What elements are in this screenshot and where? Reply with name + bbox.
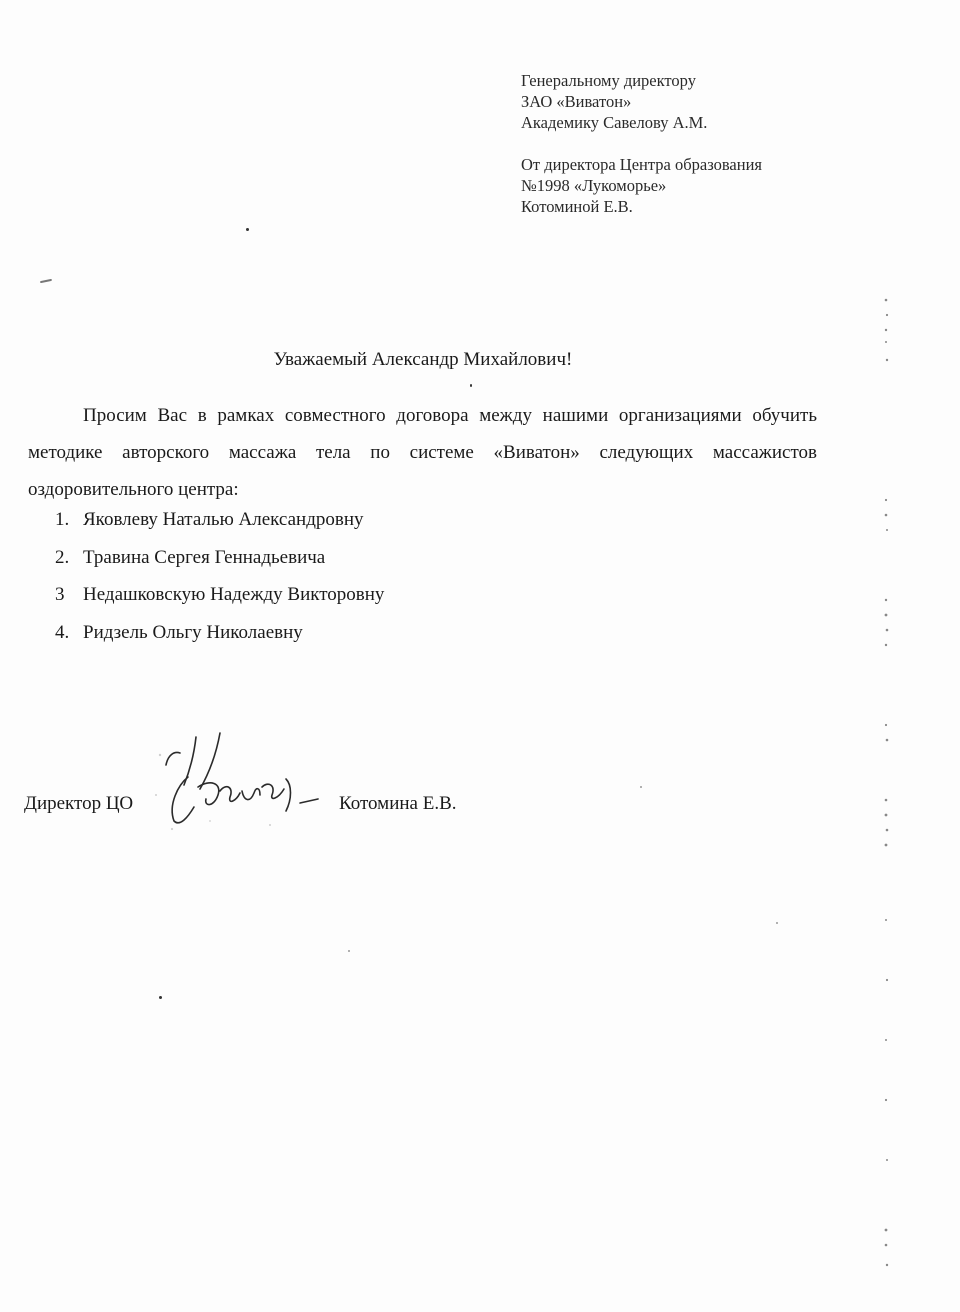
addressee-line-1: Генеральному директору bbox=[521, 71, 696, 90]
trainee-list bbox=[55, 505, 384, 655]
list-item-number: 1. bbox=[55, 509, 70, 530]
handwritten-signature bbox=[150, 725, 330, 835]
sender-line-3: Котоминой Е.В. bbox=[521, 197, 633, 216]
letter-greeting: Уважаемый Александр Михайлович! bbox=[273, 349, 573, 370]
list-item-text: Недашковскую Надежду Викторовну bbox=[83, 584, 385, 605]
scan-speck bbox=[640, 786, 642, 788]
scan-edge-marks bbox=[876, 280, 896, 1300]
scan-speck bbox=[159, 996, 162, 999]
list-item-text: Травина Сергея Геннадьевича bbox=[83, 546, 326, 568]
sender-line-1: От директора Центра образования bbox=[521, 155, 763, 174]
list-item-number: 2. bbox=[55, 546, 70, 568]
letter-body: Просим Вас в рамках совместного договора между нашими организациями обучить методике авторского массажа тела по системе «Виватон» следующих массажистов оздоровительного центра: bbox=[28, 405, 817, 500]
list-item bbox=[55, 543, 384, 581]
list-item bbox=[55, 618, 384, 656]
list-item-number: 3 bbox=[55, 584, 65, 605]
addressee-gap bbox=[521, 133, 762, 154]
list-item bbox=[55, 580, 384, 618]
signatory-name: Котомина Е.В. bbox=[339, 793, 457, 814]
addressee-block bbox=[521, 70, 762, 217]
signatory-title: Директор ЦО bbox=[24, 793, 134, 814]
scan-speck bbox=[776, 922, 778, 924]
sender-line-2: №1998 «Лукоморье» bbox=[521, 176, 667, 195]
scan-speck bbox=[470, 384, 472, 387]
addressee-line-3: Академику Савелову А.М. bbox=[521, 113, 708, 132]
list-item bbox=[55, 505, 384, 543]
list-item-number: 4. bbox=[55, 621, 70, 643]
list-item-text: Ридзель Ольгу Николаевну bbox=[83, 621, 303, 643]
scan-speck bbox=[246, 228, 249, 231]
scan-speck bbox=[40, 279, 52, 283]
list-item-text: Яковлеву Наталью Александровну bbox=[83, 509, 364, 530]
addressee-line-2: ЗАО «Виватон» bbox=[521, 92, 632, 111]
scan-speck bbox=[348, 950, 350, 952]
